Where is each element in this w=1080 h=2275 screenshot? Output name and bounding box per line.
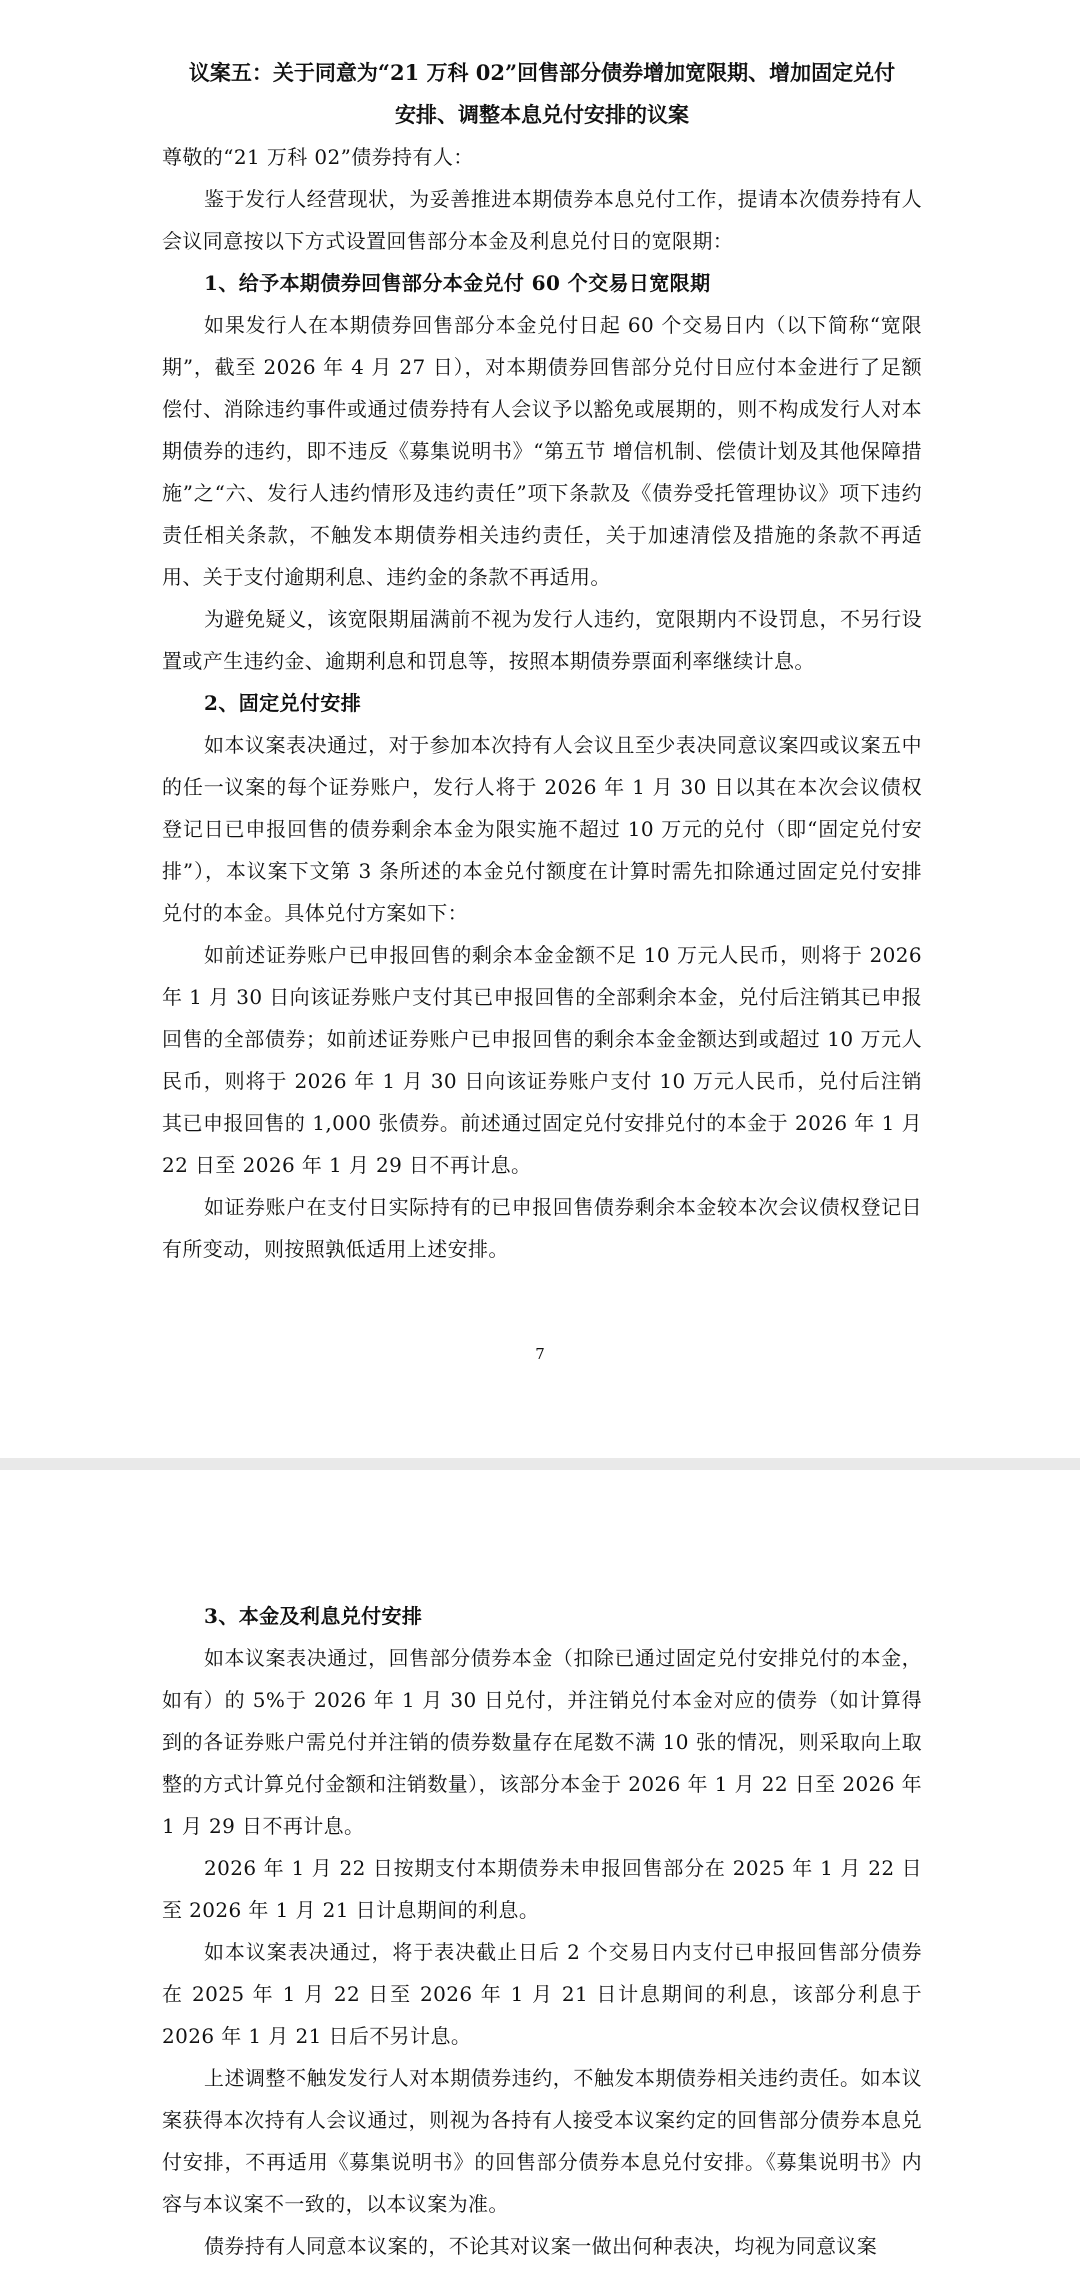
page-body	[162, 1470, 922, 2267]
section-3-paragraph-5: 债券持有人同意本议案的，不论其对议案一做出何种表决，均视为同意议案	[204, 2234, 878, 2258]
section-3-paragraph-3: 如本议案表决通过，将于表决截止日后 2 个交易日内支付已申报回售部分债券在 2025 年 1 月 22 日至 2026 年 1 月 21 日计息期间的利息，该部分利息于 2026 年 1 月 21 日后不另计息。	[162, 1940, 922, 2048]
document-page-8	[0, 1470, 1080, 2275]
page-number: 7	[535, 1345, 545, 1363]
motion-title-line2: 安排、调整本息兑付安排的议案	[395, 102, 689, 127]
salutation: 尊敬的“21 万科 02”债券持有人：	[162, 145, 474, 169]
section-2-paragraph-3: 如证券账户在支付日实际持有的已申报回售债券剩余本金较本次会议债权登记日有所变动，则按照孰低适用上述安排。	[162, 1195, 922, 1261]
section-3-heading: 3、本金及利息兑付安排	[204, 1604, 423, 1628]
section-3-paragraph-2: 2026 年 1 月 22 日按期支付本期债券未申报回售部分在 2025 年 1 月 22 日至 2026 年 1 月 21 日计息期间的利息。	[162, 1856, 922, 1922]
motion-title	[162, 0, 922, 136]
section-1-paragraph-2: 为避免疑义，该宽限期届满前不视为发行人违约，宽限期内不设罚息，不另行设置或产生违约金、逾期利息和罚息等，按照本期债券票面利率继续计息。	[162, 607, 922, 673]
section-3-paragraph-4: 上述调整不触发发行人对本期债券违约，不触发本期债券相关违约责任。如本议案获得本次持有人会议通过，则视为各持有人接受本议案约定的回售部分债券本息兑付安排，不再适用《募集说明书》的回售部分债券本息兑付安排。《募集说明书》内容与本议案不一致的，以本议案为准。	[162, 2066, 922, 2216]
section-2-paragraph-1: 如本议案表决通过，对于参加本次持有人会议且至少表决同意议案四或议案五中的任一议案的每个证券账户，发行人将于 2026 年 1 月 30 日以其在本次会议债权登记日已申报回售的债券剩余本金为限实施不超过 10 万元的兑付（即“固定兑付安排”），本议案下文第 3 条所述的本金兑付额度在计算时需先扣除通过固定兑付安排兑付的本金。具体兑付方案如下：	[162, 733, 922, 925]
section-3-paragraph-1: 如本议案表决通过，回售部分债券本金（扣除已通过固定兑付安排兑付的本金，如有）的 5%于 2026 年 1 月 30 日兑付，并注销兑付本金对应的债券（如计算得到的各证券账户需兑付并注销的债券数量存在尾数不满 10 张的情况，则采取向上取整的方式计算兑付金额和注销数量），该部分本金于 2026 年 1 月 22 日至 2026 年 1 月 29 日不再计息。	[162, 1646, 922, 1838]
motion-title-line1: 议案五：关于同意为“21 万科 02”回售部分债券增加宽限期、增加固定兑付	[188, 60, 896, 85]
section-1-heading: 1、给予本期债券回售部分本金兑付 60 个交易日宽限期	[204, 271, 711, 295]
intro-paragraph: 鉴于发行人经营现状，为妥善推进本期债券本息兑付工作，提请本次债券持有人会议同意按以下方式设置回售部分本金及利息兑付日的宽限期：	[162, 187, 922, 253]
section-1-paragraph-1: 如果发行人在本期债券回售部分本金兑付日起 60 个交易日内（以下简称“宽限期”，截至 2026 年 4 月 27 日），对本期债券回售部分兑付日应付本金进行了足额偿付、消除违约事件或通过债券持有人会议予以豁免或展期的，则不构成发行人对本期债券的违约，即不违反《募集说明书》“第五节 增信机制、偿债计划及其他保障措施”之“六、发行人违约情形及违约责任”项下条款及《债券受托管理协议》项下违约责任相关条款，不触发本期债券相关违约责任，关于加速清偿及措施的条款不再适用、关于支付逾期利息、违约金的条款不再适用。	[162, 313, 922, 589]
section-2-heading: 2、固定兑付安排	[204, 691, 362, 715]
section-2-paragraph-2: 如前述证券账户已申报回售的剩余本金金额不足 10 万元人民币，则将于 2026 年 1 月 30 日向该证券账户支付其已申报回售的全部剩余本金，兑付后注销其已申报回售的全部债券；如前述证券账户已申报回售的剩余本金金额达到或超过 10 万元人民币，则将于 2026 年 1 月 30 日向该证券账户支付 10 万元人民币，兑付后注销其已申报回售的 1,000 张债券。前述通过固定兑付安排兑付的本金于 2026 年 1 月 22 日至 2026 年 1 月 29 日不再计息。	[162, 943, 923, 1177]
